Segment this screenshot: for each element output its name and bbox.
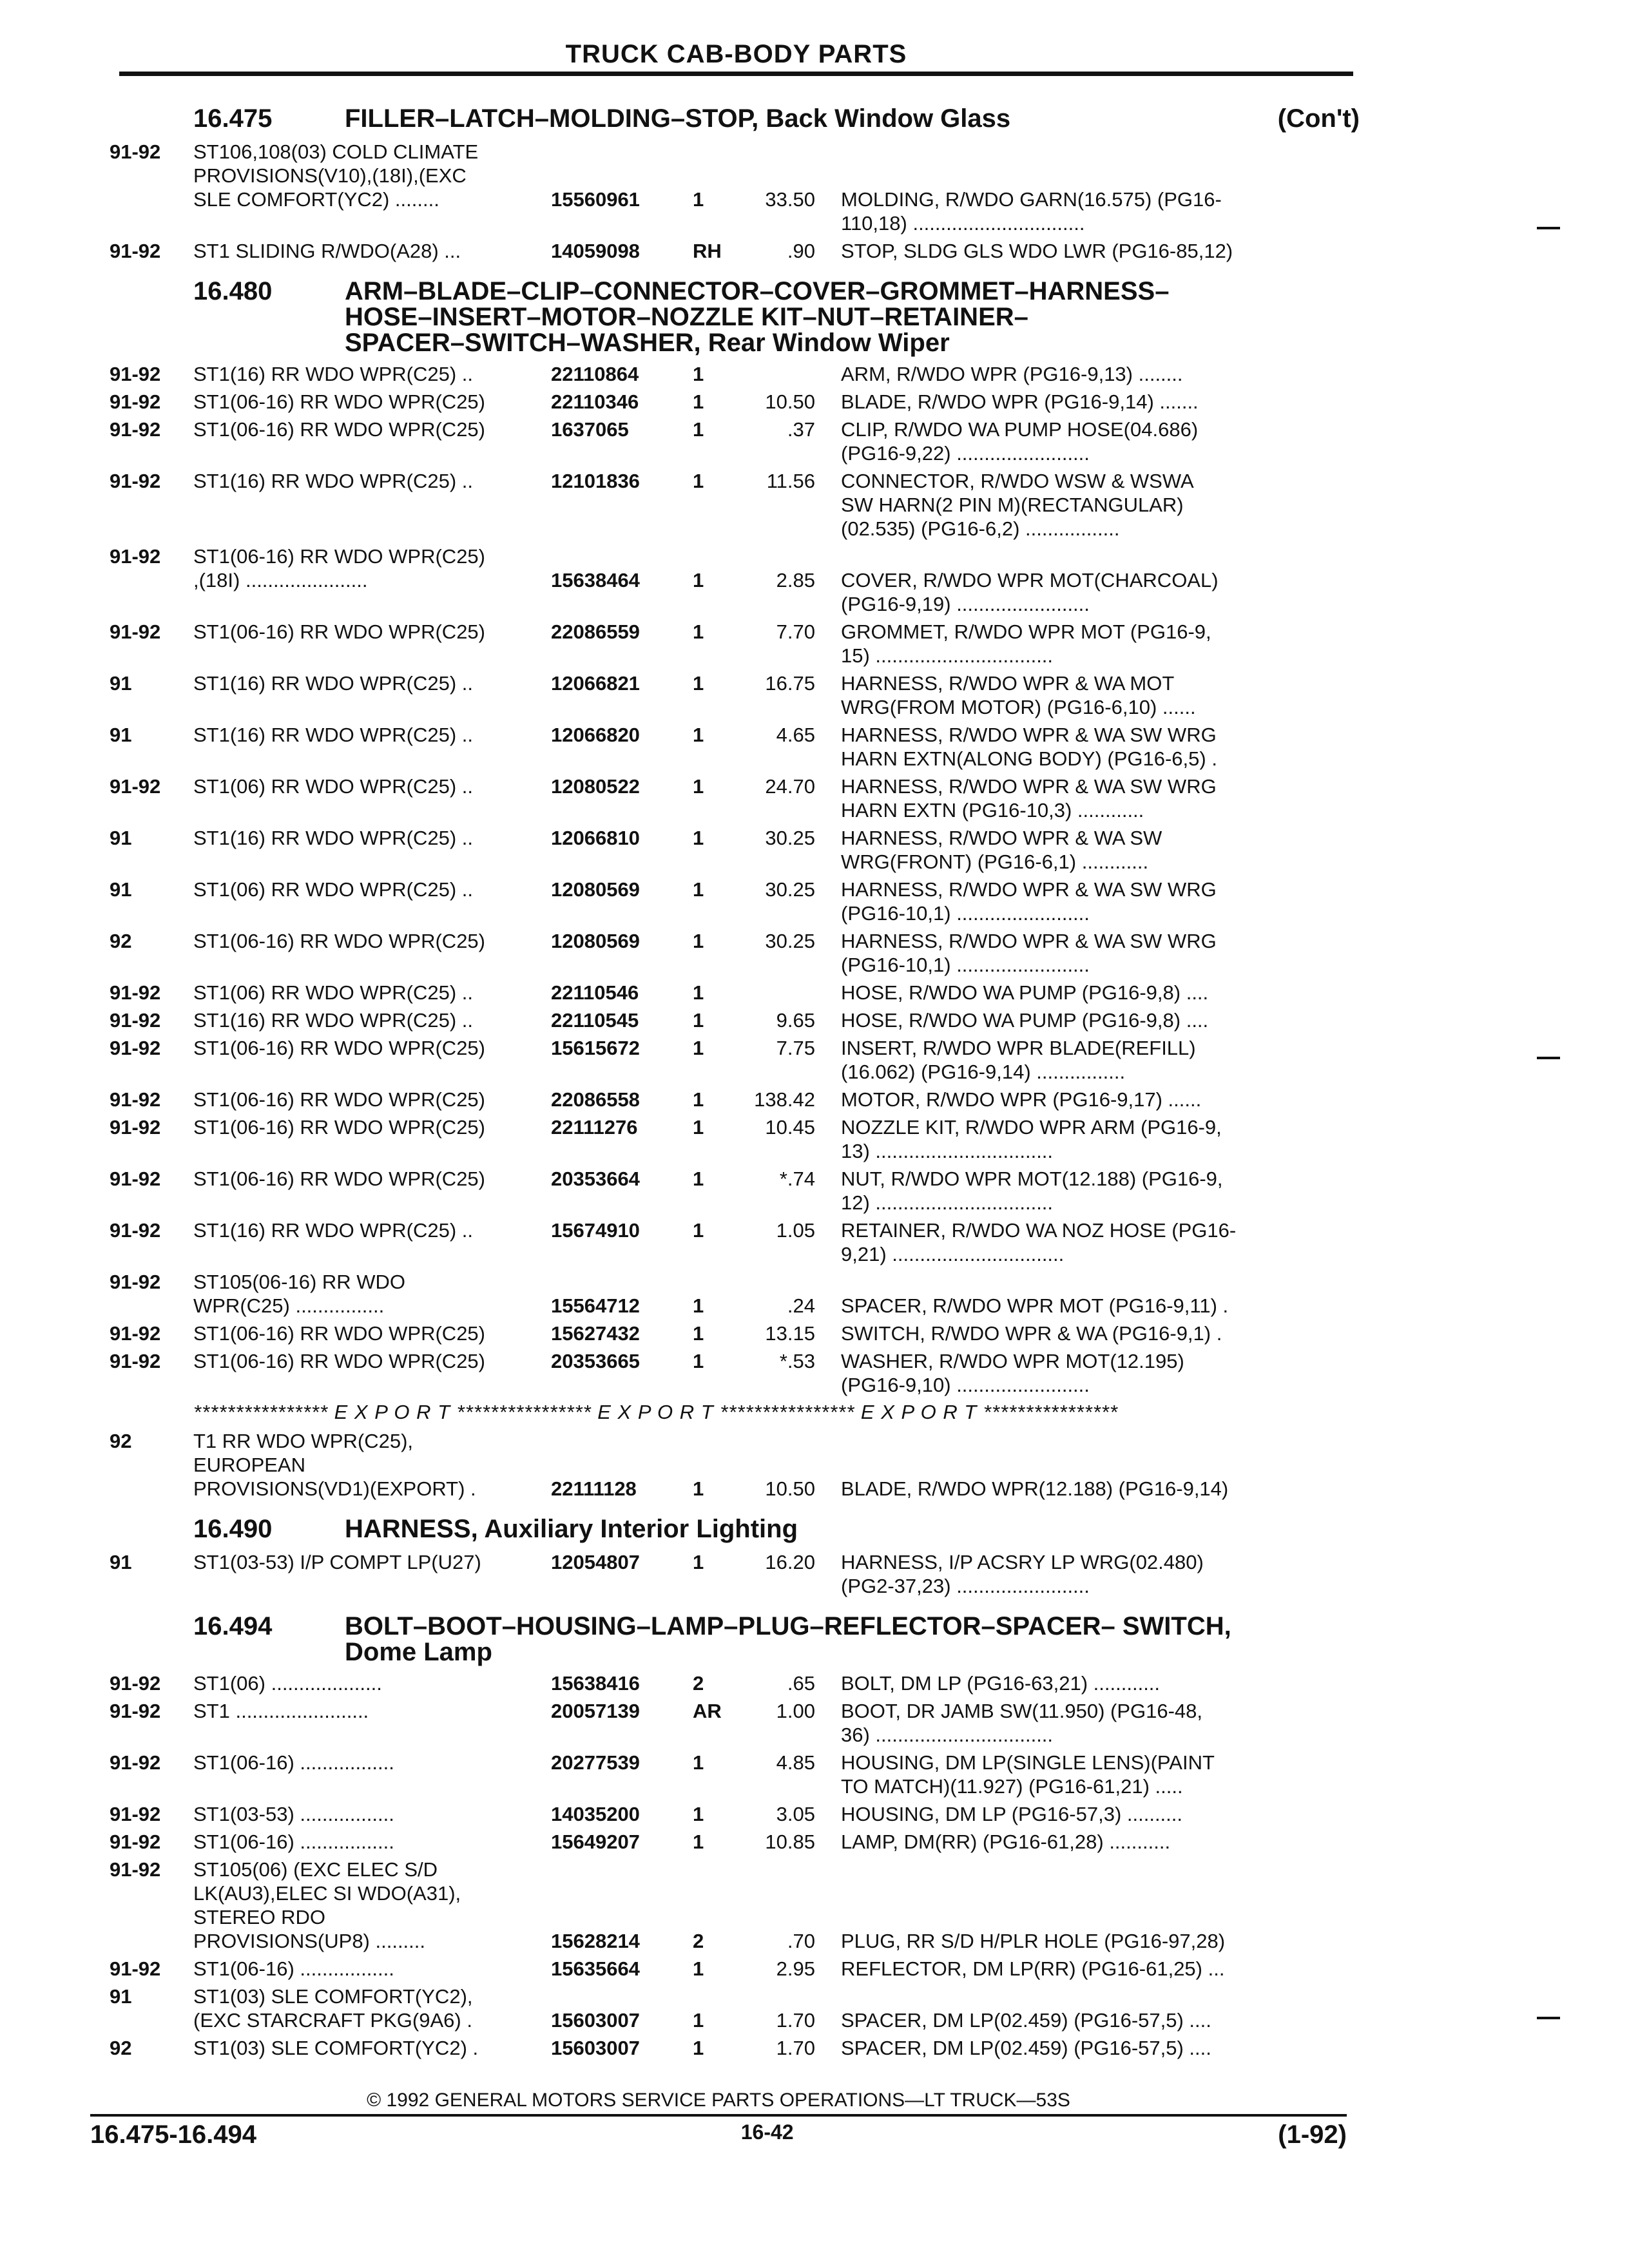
- price: 10.50: [765, 390, 815, 413]
- model-year: 91: [110, 1551, 132, 1573]
- model-year: 92: [110, 930, 132, 952]
- catalog-row: [110, 1858, 1360, 1953]
- price: 9.65: [776, 1009, 815, 1032]
- part-name: HARNESS, I/P ACSRY LP WRG(02.480) (PG2-37,23) ........................: [841, 1551, 1204, 1597]
- model-year: 91-92: [110, 390, 161, 413]
- quantity: 1: [693, 1322, 704, 1345]
- price: 11.56: [766, 470, 815, 492]
- price: 7.75: [776, 1037, 815, 1059]
- part-number: 22086558: [551, 1088, 640, 1111]
- part-number: 15649207: [551, 1831, 640, 1853]
- part-name: HOSE, R/WDO WA PUMP (PG16-9,8) ....: [841, 1009, 1209, 1032]
- margin-mark: [1537, 227, 1560, 229]
- part-number: 20057139: [551, 1700, 640, 1722]
- part-number: 20353664: [551, 1168, 640, 1190]
- quantity: 1: [693, 1168, 704, 1190]
- quantity: 1: [693, 878, 704, 901]
- price: 1.05: [776, 1219, 815, 1242]
- usage-description: ST1(06-16) RR WDO WPR(C25): [193, 1116, 485, 1139]
- part-name: HARNESS, R/WDO WPR & WA SW WRG HARN EXTN(ALONG BODY) (PG16-6,5) .: [841, 724, 1217, 770]
- price: 16.20: [765, 1551, 815, 1573]
- page-header: [119, 40, 1353, 76]
- catalog-row: [110, 1008, 1360, 1032]
- catalog-section: [110, 277, 1360, 1501]
- quantity: 1: [693, 1037, 704, 1059]
- model-year: 91: [110, 1985, 132, 2008]
- model-year: 91-92: [110, 470, 161, 492]
- model-year: 91: [110, 878, 132, 901]
- usage-description: ST1(06-16) RR WDO WPR(C25): [193, 620, 485, 643]
- part-name: SPACER, DM LP(02.459) (PG16-57,5) ....: [841, 2037, 1211, 2059]
- catalog-row: [110, 620, 1360, 668]
- model-year: 91-92: [110, 1751, 161, 1774]
- catalog-row: [110, 1115, 1360, 1163]
- catalog-row: [110, 1830, 1360, 1854]
- quantity: 1: [693, 672, 704, 695]
- price: *.74: [779, 1168, 815, 1190]
- quantity: 1: [693, 1116, 704, 1139]
- part-number: 12066810: [551, 827, 640, 849]
- part-number: 15564712: [551, 1294, 640, 1317]
- usage-description: ST1(06-16) RR WDO WPR(C25) ,(18I) ......................: [193, 545, 485, 591]
- model-year: 91-92: [110, 1271, 161, 1293]
- model-year: 91-92: [110, 1219, 161, 1242]
- price: 10.45: [765, 1116, 815, 1139]
- catalog-row: [110, 1270, 1360, 1318]
- catalog-row: [110, 1429, 1360, 1501]
- usage-description: ST1(16) RR WDO WPR(C25) ..: [193, 724, 474, 746]
- part-name: SPACER, DM LP(02.459) (PG16-57,5) ....: [841, 2009, 1211, 2032]
- price: 33.50: [765, 188, 815, 211]
- part-name: HARNESS, R/WDO WPR & WA SW WRG HARN EXTN (PG16-10,3) ............: [841, 775, 1217, 822]
- catalog-row: [110, 981, 1360, 1004]
- section-title: BOLT–BOOT–HOUSING–LAMP–PLUG–REFLECTOR–SPACER– SWITCH, Dome Lamp: [345, 1612, 1231, 1666]
- usage-description: ST1(16) RR WDO WPR(C25) ..: [193, 363, 474, 385]
- part-name: HARNESS, R/WDO WPR & WA SW WRG (PG16-10,1) ........................: [841, 930, 1217, 976]
- part-name: HARNESS, R/WDO WPR & WA SW WRG (PG16-10,1) ........................: [841, 878, 1217, 925]
- part-name: GROMMET, R/WDO WPR MOT (PG16-9, 15) ................................: [841, 620, 1211, 667]
- model-year: 91-92: [110, 1088, 161, 1111]
- quantity: 1: [693, 1294, 704, 1317]
- part-name: SWITCH, R/WDO WPR & WA (PG16-9,1) .: [841, 1322, 1222, 1345]
- copyright-line: © 1992 GENERAL MOTORS SERVICE PARTS OPERATIONS—LT TRUCK—53S: [90, 2090, 1347, 2117]
- part-number: 12080569: [551, 930, 640, 952]
- usage-description: ST1(06-16) RR WDO WPR(C25): [193, 1037, 485, 1059]
- price: .90: [787, 240, 815, 262]
- usage-description: ST1(06-16) RR WDO WPR(C25): [193, 1322, 485, 1345]
- price: .65: [787, 1672, 815, 1695]
- model-year: 91-92: [110, 1350, 161, 1372]
- catalog-row: [110, 1321, 1360, 1345]
- part-name: MOLDING, R/WDO GARN(16.575) (PG16- 110,18) ...............................: [841, 188, 1222, 235]
- part-number: 12066820: [551, 724, 640, 746]
- catalog-row: [110, 544, 1360, 616]
- catalog-row: [110, 826, 1360, 874]
- part-name: BLADE, R/WDO WPR(12.188) (PG16-9,14): [841, 1477, 1229, 1500]
- model-year: 92: [110, 2037, 132, 2059]
- usage-description: ST1 ........................: [193, 1700, 369, 1722]
- part-number: 15638464: [551, 569, 640, 591]
- model-year: 91-92: [110, 1116, 161, 1139]
- usage-description: ST1(06) RR WDO WPR(C25) ..: [193, 775, 474, 798]
- catalog-row: [110, 1751, 1360, 1798]
- part-number: 15603007: [551, 2009, 640, 2032]
- model-year: 91-92: [110, 418, 161, 441]
- catalog-row: [110, 1167, 1360, 1215]
- part-number: 15674910: [551, 1219, 640, 1242]
- part-number: 15638416: [551, 1672, 640, 1695]
- catalog-section: [110, 104, 1360, 263]
- quantity: 1: [693, 1477, 704, 1500]
- usage-description: ST1(06-16) RR WDO WPR(C25): [193, 418, 485, 441]
- usage-description: ST1(03) SLE COMFORT(YC2), (EXC STARCRAFT PKG(9A6) .: [193, 1985, 473, 2032]
- catalog-row: [110, 1349, 1360, 1397]
- part-number: 22110346: [551, 390, 639, 413]
- margin-mark: [1537, 1057, 1560, 1059]
- price: 30.25: [765, 930, 815, 952]
- part-number: 12080569: [551, 878, 640, 901]
- price: 4.65: [776, 724, 815, 746]
- model-year: 91-92: [110, 1168, 161, 1190]
- part-number: 12054807: [551, 1551, 640, 1573]
- part-number: 12101836: [551, 470, 640, 492]
- catalog-row: [110, 1088, 1360, 1111]
- part-name: HARNESS, R/WDO WPR & WA MOT WRG(FROM MOTOR) (PG16-6,10) ......: [841, 672, 1196, 718]
- quantity: 1: [693, 569, 704, 591]
- section-heading: [110, 1612, 1360, 1665]
- usage-description: ST1(06-16) RR WDO WPR(C25): [193, 1088, 485, 1111]
- quantity: 1: [693, 620, 704, 643]
- model-year: 91-92: [110, 1672, 161, 1695]
- part-number: 20353665: [551, 1350, 640, 1372]
- section-title: HARNESS, Auxiliary Interior Lighting: [345, 1515, 798, 1543]
- catalog-row: [110, 418, 1360, 465]
- catalog-row: [110, 1036, 1360, 1084]
- model-year: 91-92: [110, 1957, 161, 1980]
- catalog-row: [110, 469, 1360, 541]
- usage-description: ST1(03-53) I/P COMPT LP(U27): [193, 1551, 481, 1573]
- quantity: 2: [693, 1930, 704, 1952]
- quantity: 2: [693, 1672, 704, 1695]
- part-number: 15627432: [551, 1322, 640, 1345]
- model-year: 91: [110, 724, 132, 746]
- catalog-row: [110, 1699, 1360, 1747]
- part-number: 22111128: [551, 1477, 637, 1500]
- price: 1.70: [776, 2009, 815, 2032]
- section-number: 16.480: [193, 277, 273, 305]
- part-number: 14059098: [551, 240, 640, 262]
- part-name: MOTOR, R/WDO WPR (PG16-9,17) ......: [841, 1088, 1202, 1111]
- revision-date: (1-92): [1278, 2120, 1347, 2149]
- model-year: 91-92: [110, 775, 161, 798]
- part-number: 15603007: [551, 2037, 640, 2059]
- section-title: ARM–BLADE–CLIP–CONNECTOR–COVER–GROMMET–HARNESS– HOSE–INSERT–MOTOR–NOZZLE KIT–NUT–RETAINER– SPACER–SWITCH–WASHER, Rear Window Wiper: [345, 277, 1170, 357]
- catalog-row: [110, 929, 1360, 977]
- model-year: 91-92: [110, 1803, 161, 1825]
- part-name: HARNESS, R/WDO WPR & WA SW WRG(FRONT) (PG16-6,1) ............: [841, 827, 1162, 873]
- quantity: 1: [693, 1009, 704, 1032]
- section-heading: [110, 277, 1360, 356]
- catalog-row: [110, 1550, 1360, 1598]
- catalog-row: [110, 362, 1360, 386]
- catalog-row: [110, 1957, 1360, 1981]
- catalog-row: [110, 671, 1360, 719]
- catalog-row: [110, 1218, 1360, 1266]
- part-number: 20277539: [551, 1751, 640, 1774]
- page-title: TRUCK CAB-BODY PARTS: [565, 40, 907, 68]
- part-number: 22110546: [551, 981, 639, 1004]
- quantity: 1: [693, 2009, 704, 2032]
- catalog-section: [110, 1515, 1360, 1598]
- section-heading: [110, 1515, 1360, 1544]
- part-number: 22110545: [551, 1009, 639, 1032]
- catalog-section: [110, 1612, 1360, 2060]
- catalog-row: [110, 878, 1360, 925]
- catalog-row: [110, 1802, 1360, 1826]
- part-name: LAMP, DM(RR) (PG16-61,28) ...........: [841, 1831, 1171, 1853]
- part-name: HOUSING, DM LP(SINGLE LENS)(PAINT TO MATCH)(11.927) (PG16-61,21) .....: [841, 1751, 1215, 1798]
- quantity: RH: [693, 240, 722, 262]
- catalog-row: [110, 1671, 1360, 1695]
- catalog-row: [110, 1984, 1360, 2032]
- quantity: AR: [693, 1700, 722, 1722]
- part-name: BOLT, DM LP (PG16-63,21) ............: [841, 1672, 1161, 1695]
- model-year: 91-92: [110, 1322, 161, 1345]
- price: 16.75: [765, 672, 815, 695]
- usage-description: ST1(06-16) RR WDO WPR(C25): [193, 1168, 485, 1190]
- usage-description: ST1(03-53) .................: [193, 1803, 394, 1825]
- price: *.53: [779, 1350, 815, 1372]
- part-name: SPACER, R/WDO WPR MOT (PG16-9,11) .: [841, 1294, 1229, 1317]
- usage-description: ST105(06-16) RR WDO WPR(C25) ................: [193, 1271, 406, 1317]
- usage-description: ST1(06-16) RR WDO WPR(C25): [193, 930, 485, 952]
- price: 30.25: [765, 878, 815, 901]
- part-number: 22111276: [551, 1116, 638, 1139]
- price: 1.00: [776, 1700, 815, 1722]
- page-footer: [90, 2090, 1347, 2149]
- quantity: 1: [693, 1551, 704, 1573]
- model-year: 91-92: [110, 545, 161, 568]
- usage-description: ST1(06-16) .................: [193, 1751, 394, 1774]
- footer-line: [90, 2120, 1347, 2149]
- parts-catalog-body: [110, 90, 1360, 2064]
- quantity: 1: [693, 1088, 704, 1111]
- usage-description: ST1(16) RR WDO WPR(C25) ..: [193, 1009, 474, 1032]
- part-name: HOUSING, DM LP (PG16-57,3) ..........: [841, 1803, 1183, 1825]
- section-title: FILLER–LATCH–MOLDING–STOP, Back Window Glass: [345, 104, 1011, 133]
- page-number: 16-42: [740, 2120, 794, 2144]
- part-name: CONNECTOR, R/WDO WSW & WSWA SW HARN(2 PIN M)(RECTANGULAR) (02.535) (PG16-6,2) .................: [841, 470, 1194, 540]
- model-year: 91-92: [110, 363, 161, 385]
- quantity: 1: [693, 981, 704, 1004]
- model-year: 91-92: [110, 1009, 161, 1032]
- part-number: 1637065: [551, 418, 629, 441]
- part-name: BLADE, R/WDO WPR (PG16-9,14) .......: [841, 390, 1199, 413]
- part-name: NOZZLE KIT, R/WDO WPR ARM (PG16-9, 13) ................................: [841, 1116, 1222, 1162]
- usage-description: ST1(16) RR WDO WPR(C25) ..: [193, 672, 474, 695]
- catalog-row: [110, 140, 1360, 235]
- section-range: 16.475-16.494: [90, 2120, 257, 2149]
- model-year: 91: [110, 672, 132, 695]
- part-number: 12080522: [551, 775, 640, 798]
- quantity: 1: [693, 775, 704, 798]
- model-year: 91-92: [110, 620, 161, 643]
- part-number: 12066821: [551, 672, 640, 695]
- quantity: 1: [693, 363, 704, 385]
- part-name: NUT, R/WDO WPR MOT(12.188) (PG16-9, 12) ................................: [841, 1168, 1223, 1214]
- part-number: 15635664: [551, 1957, 640, 1980]
- part-name: ARM, R/WDO WPR (PG16-9,13) ........: [841, 363, 1183, 385]
- price: 1.70: [776, 2037, 815, 2059]
- price: 2.85: [776, 569, 815, 591]
- usage-description: ST1(03) SLE COMFORT(YC2) .: [193, 2037, 479, 2059]
- quantity: 1: [693, 2037, 704, 2059]
- model-year: 92: [110, 1430, 132, 1452]
- quantity: 1: [693, 188, 704, 211]
- usage-description: ST1(06-16) RR WDO WPR(C25): [193, 390, 485, 413]
- part-name: BOOT, DR JAMB SW(11.950) (PG16-48, 36) ................................: [841, 1700, 1203, 1746]
- catalog-row: [110, 774, 1360, 822]
- price: .70: [787, 1930, 815, 1952]
- price: 2.95: [776, 1957, 815, 1980]
- model-year: 91-92: [110, 1700, 161, 1722]
- part-number: 22086559: [551, 620, 640, 643]
- section-heading: [110, 104, 1360, 133]
- usage-description: ST1(06) RR WDO WPR(C25) ..: [193, 878, 474, 901]
- usage-description: ST106,108(03) COLD CLIMATE PROVISIONS(V10),(18I),(EXC SLE COMFORT(YC2) ........: [193, 140, 479, 211]
- model-year: 91: [110, 827, 132, 849]
- price: 13.15: [765, 1322, 815, 1345]
- catalog-row: [110, 723, 1360, 771]
- model-year: 91-92: [110, 240, 161, 262]
- usage-description: T1 RR WDO WPR(C25), EUROPEAN PROVISIONS(VD1)(EXPORT) .: [193, 1430, 476, 1500]
- price: 24.70: [765, 775, 815, 798]
- continued-label: (Con't): [1277, 104, 1360, 133]
- price: 30.25: [765, 827, 815, 849]
- quantity: 1: [693, 1831, 704, 1853]
- quantity: 1: [693, 1751, 704, 1774]
- usage-description: ST1(16) RR WDO WPR(C25) ..: [193, 1219, 474, 1242]
- price: 138.42: [754, 1088, 815, 1111]
- catalog-row: [110, 2036, 1360, 2060]
- part-name: HOSE, R/WDO WA PUMP (PG16-9,8) ....: [841, 981, 1209, 1004]
- part-name: STOP, SLDG GLS WDO LWR (PG16-85,12): [841, 240, 1233, 262]
- quantity: 1: [693, 827, 704, 849]
- section-number: 16.475: [193, 104, 273, 133]
- part-number: 15560961: [551, 188, 640, 211]
- quantity: 1: [693, 724, 704, 746]
- price: 7.70: [776, 620, 815, 643]
- usage-description: ST1(06-16) .................: [193, 1831, 394, 1853]
- margin-mark: [1537, 2017, 1560, 2019]
- quantity: 1: [693, 930, 704, 952]
- model-year: 91-92: [110, 1858, 161, 1881]
- price: 10.50: [765, 1477, 815, 1500]
- price: 10.85: [765, 1831, 815, 1853]
- catalog-row: [110, 239, 1360, 263]
- model-year: 91-92: [110, 140, 161, 163]
- usage-description: ST1(16) RR WDO WPR(C25) ..: [193, 827, 474, 849]
- usage-description: ST1(06-16) .................: [193, 1957, 394, 1980]
- quantity: 1: [693, 1957, 704, 1980]
- part-name: PLUG, RR S/D H/PLR HOLE (PG16-97,28): [841, 1930, 1226, 1952]
- model-year: 91-92: [110, 981, 161, 1004]
- part-number: 22110864: [551, 363, 639, 385]
- part-name: WASHER, R/WDO WPR MOT(12.195) (PG16-9,10) ........................: [841, 1350, 1184, 1396]
- quantity: 1: [693, 1350, 704, 1372]
- export-divider: **************** E X P O R T **************** E X P O R T **************** E X P O R T ****************: [193, 1401, 1118, 1423]
- model-year: 91-92: [110, 1037, 161, 1059]
- usage-description: ST1(06-16) RR WDO WPR(C25): [193, 1350, 485, 1372]
- part-number: 15628214: [551, 1930, 640, 1952]
- section-number: 16.490: [193, 1515, 273, 1543]
- part-name: REFLECTOR, DM LP(RR) (PG16-61,25) ...: [841, 1957, 1225, 1980]
- part-name: INSERT, R/WDO WPR BLADE(REFILL) (16.062) (PG16-9,14) ................: [841, 1037, 1196, 1083]
- section-number: 16.494: [193, 1612, 273, 1640]
- price: .37: [787, 418, 815, 441]
- catalog-row: [110, 390, 1360, 414]
- part-number: 14035200: [551, 1803, 640, 1825]
- quantity: 1: [693, 1803, 704, 1825]
- usage-description: ST1(16) RR WDO WPR(C25) ..: [193, 470, 474, 492]
- usage-description: ST105(06) (EXC ELEC S/D LK(AU3),ELEC SI WDO(A31), STEREO RDO PROVISIONS(UP8) .........: [193, 1858, 461, 1952]
- quantity: 1: [693, 418, 704, 441]
- part-name: CLIP, R/WDO WA PUMP HOSE(04.686) (PG16-9,22) ........................: [841, 418, 1199, 465]
- usage-description: ST1(06) RR WDO WPR(C25) ..: [193, 981, 474, 1004]
- part-name: COVER, R/WDO WPR MOT(CHARCOAL) (PG16-9,19) ........................: [841, 569, 1219, 615]
- price: .24: [787, 1294, 815, 1317]
- usage-description: ST1 SLIDING R/WDO(A28) ...: [193, 240, 461, 262]
- usage-description: ST1(06) ....................: [193, 1672, 382, 1695]
- part-number: 15615672: [551, 1037, 640, 1059]
- price: 4.85: [776, 1751, 815, 1774]
- quantity: 1: [693, 390, 704, 413]
- model-year: 91-92: [110, 1831, 161, 1853]
- price: 3.05: [776, 1803, 815, 1825]
- quantity: 1: [693, 470, 704, 492]
- part-name: RETAINER, R/WDO WA NOZ HOSE (PG16- 9,21) ...............................: [841, 1219, 1237, 1265]
- quantity: 1: [693, 1219, 704, 1242]
